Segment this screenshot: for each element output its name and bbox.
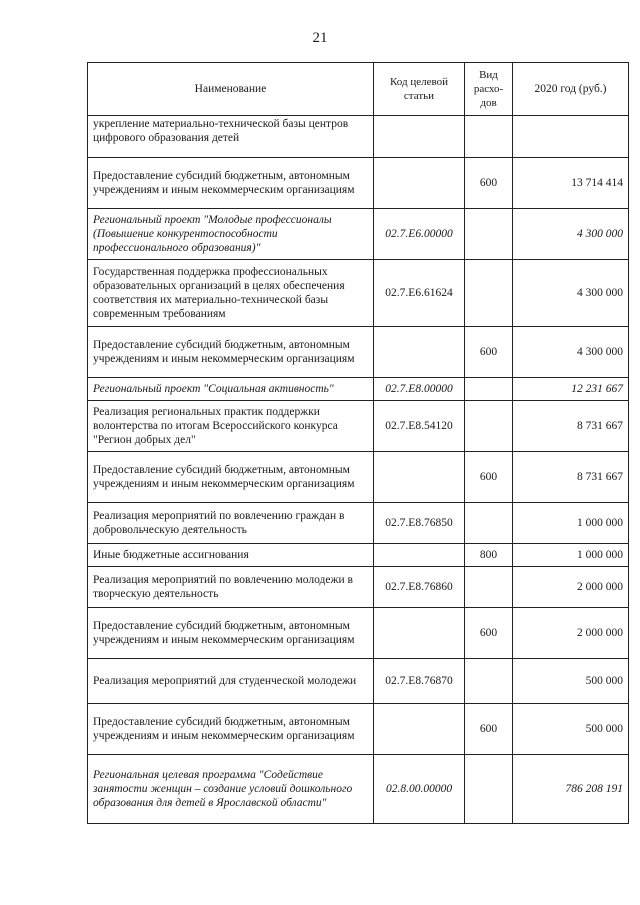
table-row: [88, 755, 629, 824]
table-header-row: [88, 63, 629, 116]
cell-amount: 4 300 000: [513, 327, 629, 378]
cell-amount: 4 300 000: [513, 209, 629, 260]
cell-code: [374, 608, 465, 659]
cell-code: [374, 158, 465, 209]
budget-table: [87, 62, 629, 824]
cell-name: укрепление материально-технической базы центров цифрового образования детей: [88, 116, 374, 158]
cell-name: Предоставление субсидий бюджетным, автономным учреждениям и иным некоммерческим организациям: [88, 452, 374, 503]
header-code: Код целевой статьи: [374, 63, 465, 116]
cell-name: Реализация мероприятий по вовлечению молодежи в творческую деятельность: [88, 567, 374, 608]
cell-type: 600: [465, 327, 513, 378]
cell-name: Предоставление субсидий бюджетным, автономным учреждениям и иным некоммерческим организациям: [88, 704, 374, 755]
cell-type: [465, 659, 513, 704]
table-row: [88, 503, 629, 544]
cell-amount: 8 731 667: [513, 452, 629, 503]
table-row: [88, 608, 629, 659]
cell-type: [465, 503, 513, 544]
cell-type: 600: [465, 704, 513, 755]
header-type: Вид расхо-дов: [465, 63, 513, 116]
cell-name: Региональный проект "Социальная активность": [88, 378, 374, 401]
cell-amount: [513, 116, 629, 158]
cell-type: [465, 378, 513, 401]
cell-name: Иные бюджетные ассигнования: [88, 544, 374, 567]
cell-name: Государственная поддержка профессиональных образовательных организаций в целях обеспечения соответствия их материально-технической базы современным требованиям: [88, 260, 374, 327]
table-row: [88, 659, 629, 704]
cell-code: [374, 704, 465, 755]
cell-name: Предоставление субсидий бюджетным, автономным учреждениям и иным некоммерческим организациям: [88, 158, 374, 209]
cell-type: [465, 401, 513, 452]
table-row: [88, 327, 629, 378]
table-row: [88, 378, 629, 401]
table-row: [88, 260, 629, 327]
cell-amount: 1 000 000: [513, 503, 629, 544]
cell-name: Реализация мероприятий для студенческой молодежи: [88, 659, 374, 704]
cell-amount: 12 231 667: [513, 378, 629, 401]
header-name: Наименование: [88, 63, 374, 116]
cell-code: 02.7.E6.61624: [374, 260, 465, 327]
cell-type: [465, 116, 513, 158]
cell-name: Реализация мероприятий по вовлечению граждан в добровольческую деятельность: [88, 503, 374, 544]
cell-type: [465, 209, 513, 260]
table-row: [88, 544, 629, 567]
cell-type: 600: [465, 608, 513, 659]
table-body: [88, 116, 629, 824]
page-number: 21: [312, 30, 328, 46]
cell-code: 02.8.00.00000: [374, 755, 465, 824]
cell-code: 02.7.E8.76860: [374, 567, 465, 608]
cell-code: [374, 452, 465, 503]
cell-type: [465, 567, 513, 608]
table-row: [88, 704, 629, 755]
cell-name: Предоставление субсидий бюджетным, автономным учреждениям и иным некоммерческим организациям: [88, 608, 374, 659]
cell-code: 02.7.E6.00000: [374, 209, 465, 260]
cell-code: 02.7.E8.76850: [374, 503, 465, 544]
table-row: [88, 567, 629, 608]
header-amount: 2020 год (руб.): [513, 63, 629, 116]
cell-amount: 786 208 191: [513, 755, 629, 824]
table-row: [88, 116, 629, 158]
table-row: [88, 401, 629, 452]
cell-name: Реализация региональных практик поддержки волонтерства по итогам Всероссийского конкурса "Регион добрых дел": [88, 401, 374, 452]
cell-code: 02.7.E8.00000: [374, 378, 465, 401]
cell-name: Региональный проект "Молодые профессионалы (Повышение конкурентоспособности профессионального образования)": [88, 209, 374, 260]
cell-amount: 4 300 000: [513, 260, 629, 327]
cell-type: 800: [465, 544, 513, 567]
table-row: [88, 452, 629, 503]
table-row: [88, 209, 629, 260]
cell-type: [465, 755, 513, 824]
cell-amount: 500 000: [513, 659, 629, 704]
cell-code: [374, 544, 465, 567]
cell-type: 600: [465, 158, 513, 209]
table-row: [88, 158, 629, 209]
cell-code: [374, 327, 465, 378]
cell-code: 02.7.E8.76870: [374, 659, 465, 704]
cell-code: [374, 116, 465, 158]
cell-amount: 500 000: [513, 704, 629, 755]
cell-amount: 2 000 000: [513, 567, 629, 608]
cell-amount: 8 731 667: [513, 401, 629, 452]
cell-amount: 13 714 414: [513, 158, 629, 209]
cell-type: 600: [465, 452, 513, 503]
cell-amount: 1 000 000: [513, 544, 629, 567]
cell-type: [465, 260, 513, 327]
cell-name: Региональная целевая программа "Содействие занятости женщин – создание условий дошкольного образования для детей в Ярославской области": [88, 755, 374, 824]
cell-code: 02.7.E8.54120: [374, 401, 465, 452]
cell-amount: 2 000 000: [513, 608, 629, 659]
cell-name: Предоставление субсидий бюджетным, автономным учреждениям и иным некоммерческим организациям: [88, 327, 374, 378]
